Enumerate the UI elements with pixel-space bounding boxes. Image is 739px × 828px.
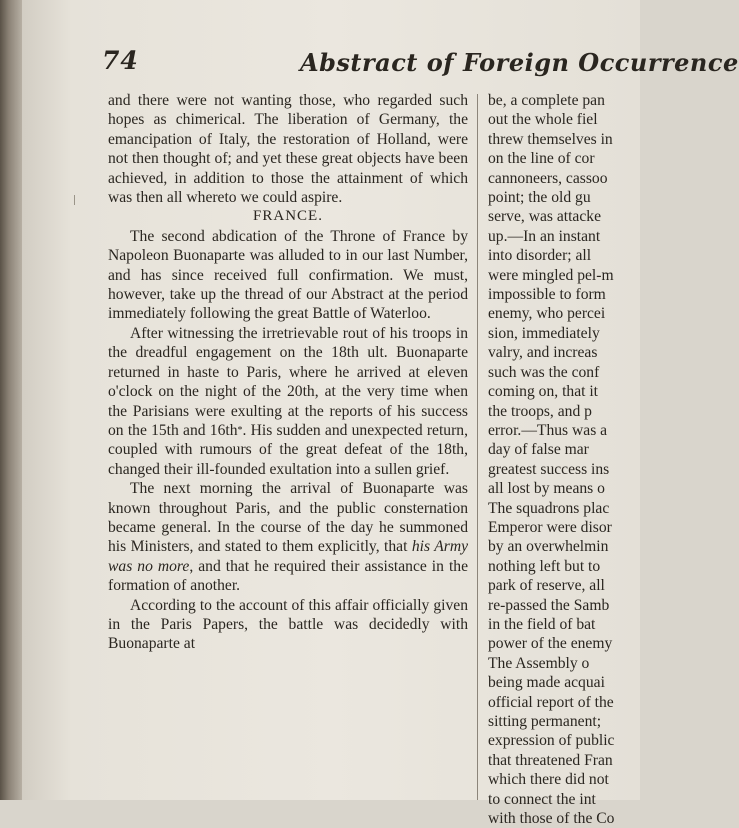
paragraph-ministers [108,479,468,595]
book-binding [0,0,22,800]
right-column-line: threw themselves in [488,130,613,148]
paragraph-return-to-paris [108,324,468,479]
footnote-marker: * [237,424,243,436]
right-column-line: on the line of cor [488,150,595,168]
paragraph-official-account: According to the account of this affair officially given in the Paris Papers, the battle was decidedly with Buonaparte at [108,596,468,653]
right-column-line: impossible to form [488,286,606,304]
right-column-line: The squadrons plac [488,499,610,517]
right-column-line: nothing left but to [488,557,601,575]
right-column-line: day of false mar [488,441,589,459]
right-column-line: which there did not [488,771,609,789]
right-column-line: up.—In an instant [488,227,601,245]
left-column [108,91,468,800]
right-column-line: all lost by means o [488,480,605,498]
right-column [488,91,640,828]
right-column-line: greatest success ins [488,460,610,478]
right-column-line: coming on, that it [488,383,599,401]
right-column-line: sitting permanent; [488,713,602,730]
right-column-line: error.—Thus was a [488,421,608,439]
right-column-line: power of the enemy [488,635,613,653]
right-column-line: park of reserve, all [488,577,605,595]
right-column-line: that threatened Fran [488,751,613,769]
right-column-line: to connect the int [488,790,596,808]
page-header [100,46,739,86]
right-column-line: enemy, who percei [488,305,606,323]
paragraph-ministers-text-end: , and that he required their assistance in the formation of another. [108,557,468,595]
right-column-line: out the whole fiel [488,111,598,129]
right-column-line: cannoneers, cassoo [488,169,608,187]
right-column-line: The Assembly o [488,654,590,672]
right-column-line: valry, and increas [488,344,598,362]
right-column-line: be, a complete pan [488,92,605,109]
right-column-line: expression of public [488,732,615,750]
right-column-line: such was the conf [488,363,600,381]
right-column-line: in the field of bat [488,615,596,633]
column-divider [477,94,478,800]
right-column-line: re-passed the Samb [488,596,610,614]
right-column-line: being made acquai [488,674,605,692]
paragraph-continuation: and there were not wanting those, who regarded such hopes as chimerical. The liberation of Germany, the emancipation of Italy, the restoration of Holland, were not then thought of; and yet these great objects have been achieved, in addition to those the attainment of which was then all whereto we could aspire. [108,92,468,207]
section-heading-france: FRANCE. [253,208,323,225]
right-column-line: the troops, and p [488,402,592,420]
paragraph-ministers-text: The next morning the arrival of Buonaparte was known throughout Paris, and the public consternation became general. In the course of the day he summoned his Ministers, and stated to them explicitly, that [108,480,468,556]
right-column-line: by an overwhelmin [488,538,609,556]
right-column-line: sion, immediately [488,324,600,342]
paragraph-return-text: After witnessing the irretrievable rout of his troops in the dreadful engagement on the 18th ult. Buonaparte returned in haste to Paris, where he arrived at eleven o'clock on the night of the 20th, at the very time when the Parisians were exulting at the reports of his success on the 15th and 16th [108,324,468,439]
italic-phrase: his Army was no more [108,538,469,575]
right-column-line: point; the old gu [488,189,591,207]
page-number: 74 [102,46,139,75]
margin-mark [74,195,81,205]
right-column-line: were mingled pel-m [488,266,614,284]
right-column-line: with those of the Co [488,810,615,828]
running-title: Abstract of Foreign Occurrence [300,48,739,77]
right-column-line: serve, was attacke [488,208,601,226]
paragraph-return-text-end: . His sudden and unexpected return, coupled with rumours of the great defeat of the 18th, changed their ill-founded exultation into a sullen grief. [108,421,468,478]
paragraph-abdication: The second abdication of the Throne of France by Napoleon Buonaparte was alluded to in our last Number, and has since received full confirmation. We must, however, take up the thread of our Abstract at the period immediately following the great Battle of Waterloo. [108,227,468,323]
right-column-line: Emperor were disor [488,518,612,536]
right-column-line: into disorder; all [488,247,592,265]
right-column-line: official report of the [488,693,614,711]
